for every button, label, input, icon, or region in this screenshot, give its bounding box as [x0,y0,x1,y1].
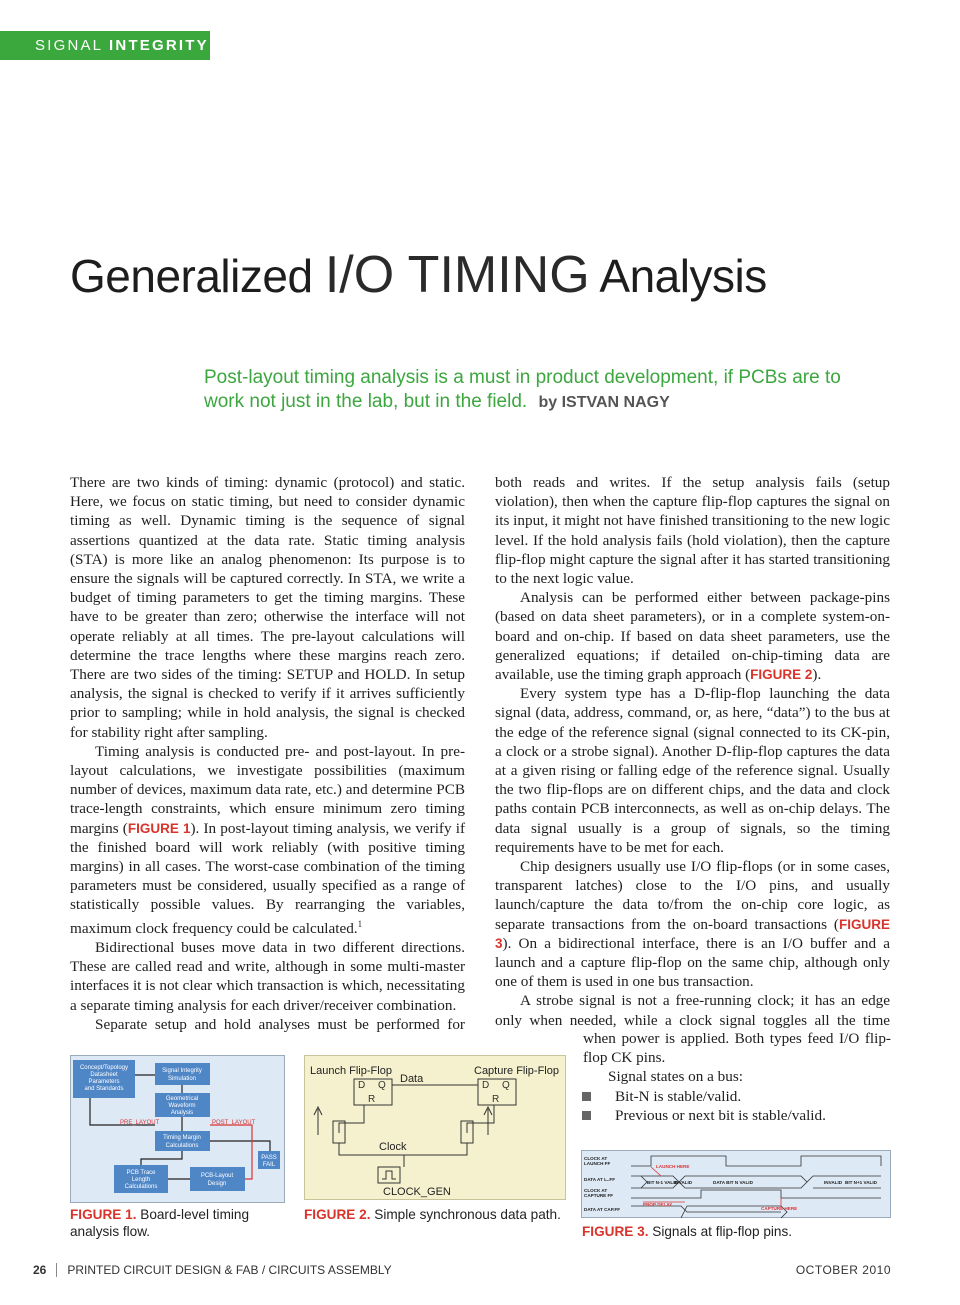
fig3-row-label: DATA AT L..FF [584,1177,616,1182]
figure-2-caption [304,1206,566,1223]
section-tag [0,31,210,60]
section-tag-light: SIGNAL [35,37,103,54]
title-part1: Generalized [70,250,313,302]
paragraph: Bidirectional buses move data in two different directions. These are called read and write, although in some multi-master interfaces it is not clear which transaction is which, necessitating a separate timing analysis for each driver/receiver combination. [70,938,465,1014]
figure-2 [304,1055,566,1200]
fig1-pass-fail-line: FAIL [262,1162,276,1168]
bullet-item [583,1087,891,1106]
fig1-pre-layout-label: PRE_LAYOUT [120,1120,160,1126]
figure-1-caption [70,1206,285,1240]
paragraph-text: ). On a bidirectional interface, there is an I/O buffer and a launch and a capture flip-flop on the same chip, although only one of them is used in one bus transaction. [495,934,890,991]
fig3-row-label: CLOCK AT [584,1156,608,1161]
body-column-left [70,473,465,1034]
figure-1 [70,1055,285,1203]
fig3-launch-here: LAUNCH HERE [656,1164,690,1169]
figure-2-background [305,1056,566,1200]
paragraph-continued: both reads and writes. If the setup analysis fails (setup violation), then when the capture flip-flop captures the signal on its input, it might not have finished transitioning to the new logic level. If the hold analysis fails (hold violation), then the capture flip-flop might capture the signal after it has started transitioning to the next logic value. [495,474,890,588]
fig2-launch-label: Launch Flip-Flop [310,1065,392,1077]
paragraph-text: ). [812,666,822,684]
fig2-capture-r-pin: R [492,1094,500,1105]
fig2-data-label: Data [400,1073,424,1085]
fig1-post-layout-label: POST_LAYOUT [212,1120,256,1126]
fig3-bit-n-1-valid: BIT N-1 VALID [647,1180,678,1185]
bullet-text: Previous or next bit is stable/valid. [615,1106,826,1124]
paragraph [495,588,890,684]
footer-left [33,1263,392,1277]
issue-date: OCTOBER 2010 [795,1263,891,1277]
fig1-pcb-trace-line: PCB Trace [126,1170,156,1176]
fig2-capture-q-pin: Q [502,1080,510,1091]
fig1-timing-margin-line: Timing Margin [163,1135,201,1141]
footnote-mark: 1 [357,918,363,929]
figure-3 [581,1150,891,1218]
paragraph-text: Chip designers usually use I/O flip-flops (or in some cases, transparent latches) close to the I/O pins, and usually launch/capture the data to/from the on-chip core logic, as separate transactions from the on-board transactions ( [495,858,890,933]
paragraph: There are two kinds of timing: dynamic (protocol) and static. Here, we focus on static timing, but need to consider dynamic timing as well. Dynamic timing is the sequence of signal assertions quantized at the data rate. Static timing analysis (STA) is more like an analog phenomenon: Its purpose is to ensure the signals will be captured correctly. In STA, we write a budget of timing parameters to get the timing margins. These have to be greater than zero; otherwise the interface will not operate reliably at all times. The pre-layout calculations will determine the trace lengths where these margins reach zero. There are two sides of the timing: SETUP and HOLD. In setup analysis, the signal is checked to verify if it arrives sufficiently prior to sampling; while in hold analysis, the signal is checked for stability right after sampling. [70,474,465,741]
paragraph [495,857,890,991]
fig2-launch-q-pin: Q [378,1080,386,1091]
paragraph: Every system type has a D-flip-flop launching the data signal (data, address, command, or, as here, “data”) to the bus at the edge of the reference signal (signal connected to its CK-pin, a clock or a strobe signal). Another D-flip-flop captures the data at a given rising or falling edge of the reference signal. Usually the two flip-flops are on different chips, and the data and clock paths contain PCB interconnects, as well as on-chip delays. The data signal usually is a group of signals, so the timing requirements have to be met for each. [495,685,890,856]
paragraph [70,742,465,938]
figure-1-number: FIGURE 1. [70,1207,137,1222]
paragraph-text: Timing analysis is conducted pre- and post-layout. In pre-layout calculations, we investigate possibilities (maximum number of devices, maximum data rate, etc.) and determine PCB trace-length constraints, which ensure minimum zero timing margins ( [70,742,465,837]
bullet-list [583,1087,891,1125]
section-tag-bold: INTEGRITY [109,37,209,54]
bullet-item [583,1106,891,1125]
figure-1-reference: FIGURE 1 [127,820,191,836]
article-deck [204,366,844,415]
figure-1-flowchart [70,1055,285,1203]
fig3-capture-here: CAPTURE HERE [761,1206,798,1211]
body-column-right [495,473,890,1030]
fig1-si-sim-line: Signal Integrity [162,1068,202,1074]
deck-text: Post-layout timing analysis is a must in product development, if PCBs are to work not just in the lab, but in the field. [204,367,841,412]
fig1-pcb-layout-line: Design [207,1181,227,1187]
figure-2-caption-text: Simple synchronous data path. [374,1207,561,1222]
fig3-bit-n-plus-1-valid: BIT N+1 VALID [845,1180,877,1185]
fig1-pcb-layout-line: PCB-Layout [200,1173,234,1179]
fig3-row-label: CLOCK AT [584,1188,608,1193]
figure-2-reference: FIGURE 2 [750,667,813,683]
fig1-pass-fail-line: PASS [261,1155,277,1161]
paragraph: A strobe signal is not a free-running clock; it has an edge only when needed, while a clock signal toggles all the time [495,992,890,1029]
fig2-clock-label: Clock [379,1141,407,1153]
fig2-clockgen-label: CLOCK_GEN [383,1186,451,1198]
fig1-pcb-trace-line: Calculations [124,1184,158,1190]
figure-3-number: FIGURE 3. [582,1224,649,1239]
fig1-concept-line: Datasheet [90,1072,118,1078]
fig3-invalid: INVALID [824,1180,843,1185]
figure-3-reference: FIGURE 3 [495,916,890,951]
body-column-right-lower [583,1029,891,1125]
fig3-data-bit-n-valid: DATA BIT N VALID [713,1180,753,1185]
figure-2-schematic [304,1055,566,1200]
footer-divider [56,1263,57,1277]
paragraph-start: Separate setup and hold analyses must be performed for [95,1015,465,1033]
figure-3-waveform [581,1150,891,1218]
fig1-concept-line: Parameters [88,1079,120,1085]
fig1-timing-margin-line: Calculations [165,1143,199,1149]
figure-3-caption-text: Signals at flip-flop pins. [652,1224,793,1239]
fig3-row-label: DATA AT CAP.FF [584,1207,621,1212]
fig1-geom-line: Geometrical [165,1096,199,1102]
paragraph-text: ). In post-layout timing analysis, we verify if the finished board will work reliably (with positive timing margins) in all cases. The worst-case combination of the timing parameters must be considered, usually specified as a range of statistically possible values. By rearranging the variables, maximum clock frequency could be calculated. [70,819,466,937]
fig1-concept-line: Concept/Topology [79,1065,129,1071]
fig1-geom-line: Analysis [170,1110,194,1116]
fig3-row-label: LAUNCH FF [584,1161,611,1166]
fig3-row-label: CAPTURE FF [584,1193,614,1198]
fig1-concept-line: and Standards [84,1086,124,1092]
fig3-invalid: INVALID [674,1180,693,1185]
fig3-prop-delay: PROP DELAY [643,1202,673,1207]
bullet-text: Bit-N is stable/valid. [615,1087,742,1105]
fig2-launch-d-pin: D [358,1080,366,1091]
fig2-capture-label: Capture Flip-Flop [474,1065,559,1077]
page-number: 26 [33,1263,47,1277]
fig2-launch-r-pin: R [368,1094,376,1105]
figure-1-caption-text: Board-level timing analysis flow. [70,1207,250,1239]
title-part2: I/O TIMING [324,246,590,304]
fig1-pcb-layout-box [190,1167,245,1191]
title-part3: Analysis [599,250,767,302]
figure-2-number: FIGURE 2. [304,1207,371,1222]
bullet-square-icon [582,1111,591,1120]
paragraph-continued: when power is applied. Both types feed I/O flip-flop CK pins. [583,1030,891,1067]
bullet-square-icon [582,1092,591,1101]
fig1-geom-line: Waveform [168,1103,196,1109]
byline: by ISTVAN NAGY [538,394,670,411]
fig2-capture-d-pin: D [482,1080,490,1091]
fig1-pcb-trace-line: Length [131,1177,151,1183]
figure-3-caption [582,1223,892,1240]
paragraph: Signal states on a bus: [608,1068,743,1086]
fig1-si-sim-line: Simulation [167,1076,197,1082]
article-title [70,245,767,305]
publication-name: PRINTED CIRCUIT DESIGN & FAB / CIRCUITS ASSEMBLY [67,1263,392,1277]
paragraph-text: Analysis can be performed either between package-pins (based on data sheet parameters), or in a complete system-on-board and on-chip. If based on data sheet parameters, use the generalized equations; if detailed on-chip-timing data are available, use the timing graph approach ( [495,589,890,684]
